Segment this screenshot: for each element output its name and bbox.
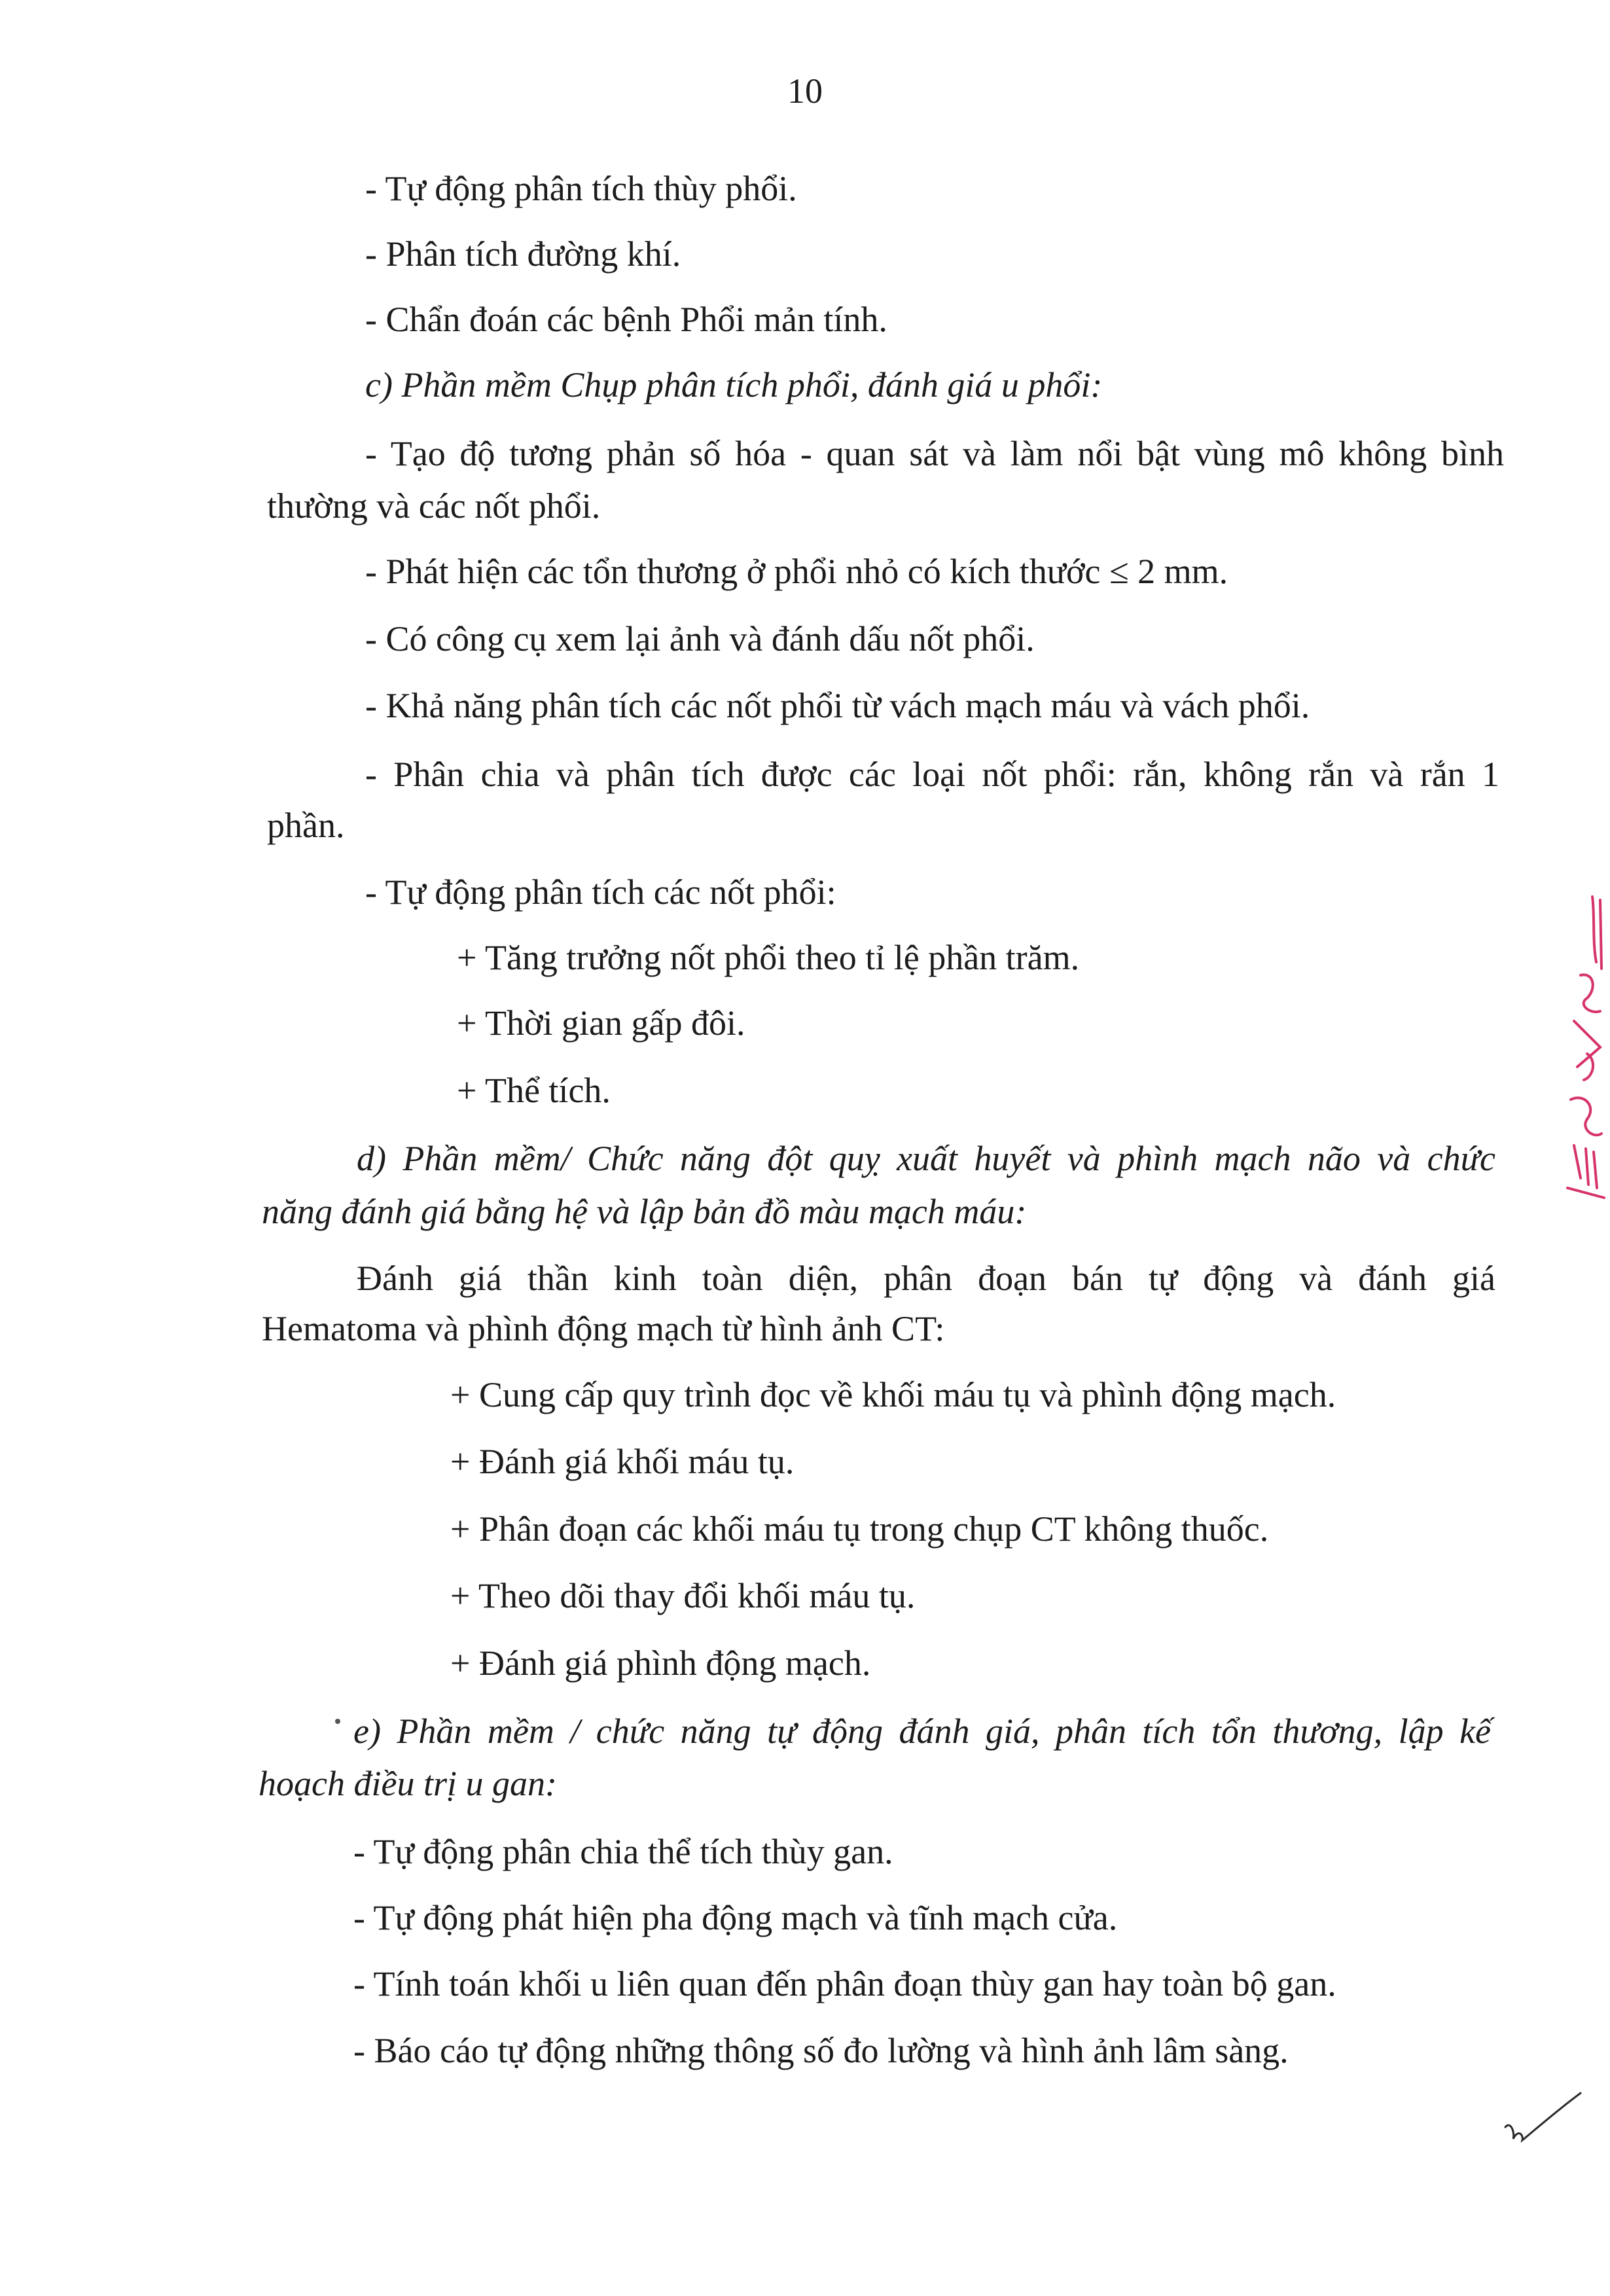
text-line: - Phân tích đường khí. bbox=[365, 234, 681, 274]
text-line: thường và các nốt phổi. bbox=[267, 486, 601, 526]
text-line: + Đánh giá phình động mạch. bbox=[450, 1643, 871, 1683]
text-line: - Báo cáo tự động những thông số đo lường và hình ảnh lâm sàng. bbox=[353, 2031, 1289, 2070]
text-line: Hematoma và phình động mạch từ hình ảnh CT: bbox=[262, 1309, 945, 1348]
section-heading-e-cont: hoạch điều trị u gan: bbox=[259, 1764, 557, 1803]
text-line: phần. bbox=[267, 806, 345, 845]
text-line: + Đánh giá khối máu tụ. bbox=[450, 1442, 795, 1481]
text-line: - Tính toán khối u liên quan đến phân đoạn thùy gan hay toàn bộ gan. bbox=[353, 1964, 1336, 2003]
section-heading-d-cont: năng đánh giá bằng hệ và lập bản đồ màu mạch máu: bbox=[262, 1192, 1027, 1231]
section-heading-c: c) Phần mềm Chụp phân tích phổi, đánh giá u phổi: bbox=[365, 365, 1103, 404]
text-line: - Tự động phân chia thể tích thùy gan. bbox=[353, 1832, 893, 1871]
seal-stamp-fragment bbox=[1561, 890, 1607, 1217]
text-line: - Chẩn đoán các bệnh Phổi mản tính. bbox=[365, 300, 887, 339]
text-line: - Khả năng phân tích các nốt phổi từ vách mạch máu và vách phổi. bbox=[365, 686, 1310, 725]
text-line: - Tự động phân tích các nốt phổi: bbox=[365, 872, 836, 912]
scan-dot bbox=[335, 1719, 340, 1724]
text-line: + Cung cấp quy trình đọc về khối máu tụ và phình động mạch. bbox=[450, 1375, 1336, 1414]
text-line: - Tự động phân tích thùy phổi. bbox=[365, 169, 797, 208]
section-heading-e: e) Phần mềm / chức năng tự động đánh giá, phân tích tổn thương, lập kế bbox=[353, 1712, 1491, 1751]
text-line: - Tạo độ tương phản số hóa - quan sát và làm nổi bật vùng mô không bình bbox=[365, 434, 1504, 473]
text-line: + Tăng trưởng nốt phổi theo tỉ lệ phần trăm. bbox=[457, 938, 1080, 977]
text-line: - Có công cụ xem lại ảnh và đánh dấu nốt phổi. bbox=[365, 619, 1035, 658]
text-line: - Phát hiện các tổn thương ở phổi nhỏ có kích thước ≤ 2 mm. bbox=[365, 552, 1228, 591]
section-heading-d: d) Phần mềm/ Chức năng đột quỵ xuất huyết và phình mạch não và chức bbox=[357, 1139, 1495, 1178]
text-line: Đánh giá thần kinh toàn diện, phân đoạn bán tự động và đánh giá bbox=[357, 1259, 1495, 1298]
text-line: + Theo dõi thay đổi khối máu tụ. bbox=[450, 1576, 916, 1615]
text-line: + Phân đoạn các khối máu tụ trong chụp CT không thuốc. bbox=[450, 1509, 1269, 1549]
page-number: 10 bbox=[787, 71, 823, 111]
text-line: - Tự động phát hiện pha động mạch và tĩnh mạch cửa. bbox=[353, 1898, 1118, 1937]
signature-mark bbox=[1499, 2088, 1584, 2147]
text-line: + Thời gian gấp đôi. bbox=[457, 1003, 745, 1043]
text-line: - Phân chia và phân tích được các loại nốt phổi: rắn, không rắn và rắn 1 bbox=[365, 755, 1499, 794]
text-line: + Thể tích. bbox=[457, 1071, 611, 1110]
